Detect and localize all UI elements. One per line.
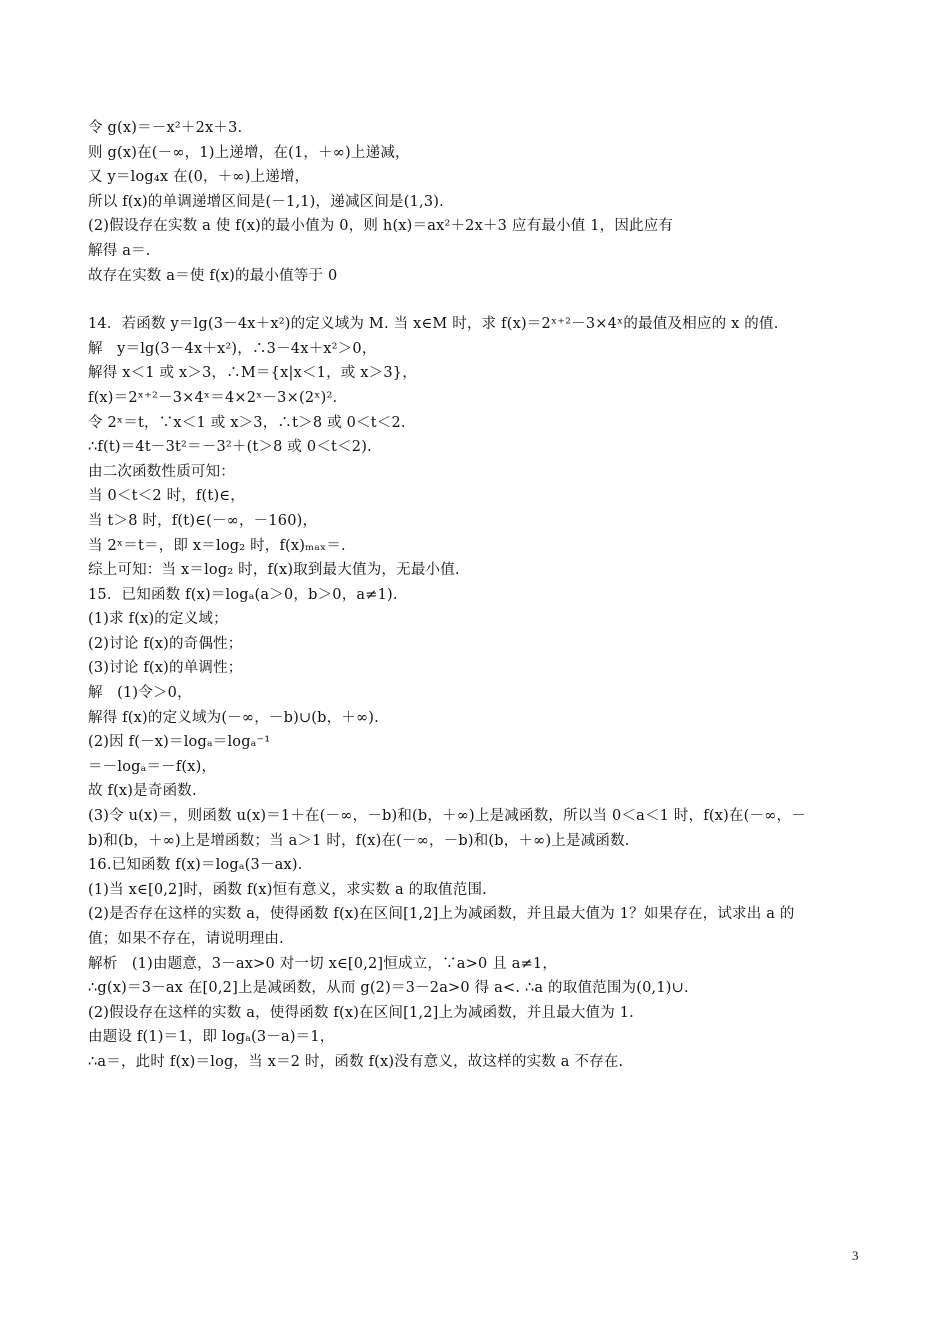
text-line: 令 g(x)＝－x²＋2x＋3. [88, 120, 243, 136]
text-line: 值；如果不存在，请说明理由. [88, 931, 284, 947]
text-line: (3)讨论 f(x)的单调性； [88, 660, 243, 677]
text-line: ∴f(t)＝4t－3t²＝－3²＋(t＞8 或 0＜t＜2). [88, 439, 372, 456]
text-line: 由二次函数性质可知： [88, 463, 235, 480]
text-line: 解 y＝lg(3－4x＋x²)，∴3－4x＋x²＞0， [88, 340, 377, 357]
text-line: ＝－logₐ＝－f(x)， [88, 758, 217, 775]
text-line: ∴a＝，此时 f(x)＝log，当 x＝2 时，函数 f(x)没有意义，故这样的实数 a 不存在. [88, 1053, 624, 1070]
text-line: (1)求 f(x)的定义域； [88, 611, 228, 628]
text-line: 故 f(x)是奇函数. [88, 783, 197, 800]
text-line: (2)因 f(－x)＝logₐ＝logₐ⁻¹ [88, 734, 271, 751]
paragraph-gap [88, 288, 878, 312]
text-line: 又 y＝log₄x 在(0，＋∞)上递增， [88, 169, 310, 186]
text-line: 当 0＜t＜2 时，f(t)∈， [88, 488, 245, 505]
text-line: (2)假设存在实数 a 使 f(x)的最小值为 0，则 h(x)＝ax²＋2x＋3 应有最小值 1，因此应有 [88, 218, 674, 235]
text-line: 则 g(x)在(－∞，1)上递增，在(1，＋∞)上递减， [88, 144, 410, 161]
text-line: (1)当 x∈[0,2]时，函数 f(x)恒有意义，求实数 a 的取值范围. [88, 881, 487, 898]
text-line: 综上可知：当 x＝log₂ 时，f(x)取到最大值为，无最小值. [88, 562, 460, 579]
text-line: 解得 f(x)的定义域为(－∞，－b)∪(b，＋∞). [88, 709, 379, 726]
text-line: 当 2ˣ＝t＝，即 x＝log₂ 时，f(x)ₘₐₓ＝. [88, 537, 346, 554]
text-line: 解得 a＝. [88, 242, 151, 259]
text-line: 所以 f(x)的单调递增区间是(－1,1)，递减区间是(1,3). [88, 193, 444, 210]
text-line: 令 2ˣ＝t，∵x＜1 或 x＞3，∴t＞8 或 0＜t＜2. [88, 414, 406, 431]
solution-continuation [88, 116, 878, 288]
text-line: ∴g(x)＝3－ax 在[0,2]上是减函数，从而 g(2)＝3－2a>0 得 a<. ∴a 的取值范围为(0,1)∪. [88, 980, 689, 997]
text-line: (2)假设存在这样的实数 a，使得函数 f(x)在区间[1,2]上为减函数，并且最大值为 1. [88, 1004, 634, 1021]
text-line: (2)是否存在这样的实数 a，使得函数 f(x)在区间[1,2]上为减函数，并且最大值为 1？如果存在，试求出 a 的 [88, 906, 795, 923]
text-line: (2)讨论 f(x)的奇偶性； [88, 635, 243, 652]
text-line: 解 (1)令＞0， [88, 685, 192, 702]
text-line: f(x)＝2ˣ⁺²－3×4ˣ＝4×2ˣ－3×(2ˣ)². [88, 389, 338, 406]
text-line: 解析 (1)由题意，3－ax>0 对一切 x∈[0,2]恒成立，∵a>0 且 a≠1， [88, 955, 558, 972]
text-line: 当 t＞8 时，f(t)∈(－∞，－160)， [88, 512, 318, 529]
text-line: b)和(b，＋∞)上是增函数；当 a＞1 时，f(x)在(－∞，－b)和(b，＋∞)上是减函数. [88, 832, 630, 849]
text-line: 14．若函数 y＝lg(3－4x＋x²)的定义域为 M. 当 x∈M 时，求 f(x)＝2ˣ⁺²－3×4ˣ的最值及相应的 x 的值. [88, 316, 779, 333]
text-line: 15．已知函数 f(x)＝logₐ(a＞0，b＞0，a≠1). [88, 586, 398, 603]
text-line: 故存在实数 a＝使 f(x)的最小值等于 0 [88, 267, 338, 284]
page-content [88, 116, 878, 1075]
text-line: 由题设 f(1)＝1，即 logₐ(3－a)＝1， [88, 1029, 335, 1046]
text-line: 16.已知函数 f(x)＝logₐ(3－ax). [88, 857, 303, 874]
text-line: 解得 x＜1 或 x＞3，∴M＝{x|x＜1，或 x＞3}， [88, 365, 417, 382]
exercise-solutions [88, 312, 878, 1074]
page-number: 3 [852, 1248, 859, 1263]
text-line: (3)令 u(x)＝，则函数 u(x)＝1＋在(－∞，－b)和(b，＋∞)上是减函数，所以当 0＜a＜1 时，f(x)在(－∞，－ [88, 808, 806, 825]
